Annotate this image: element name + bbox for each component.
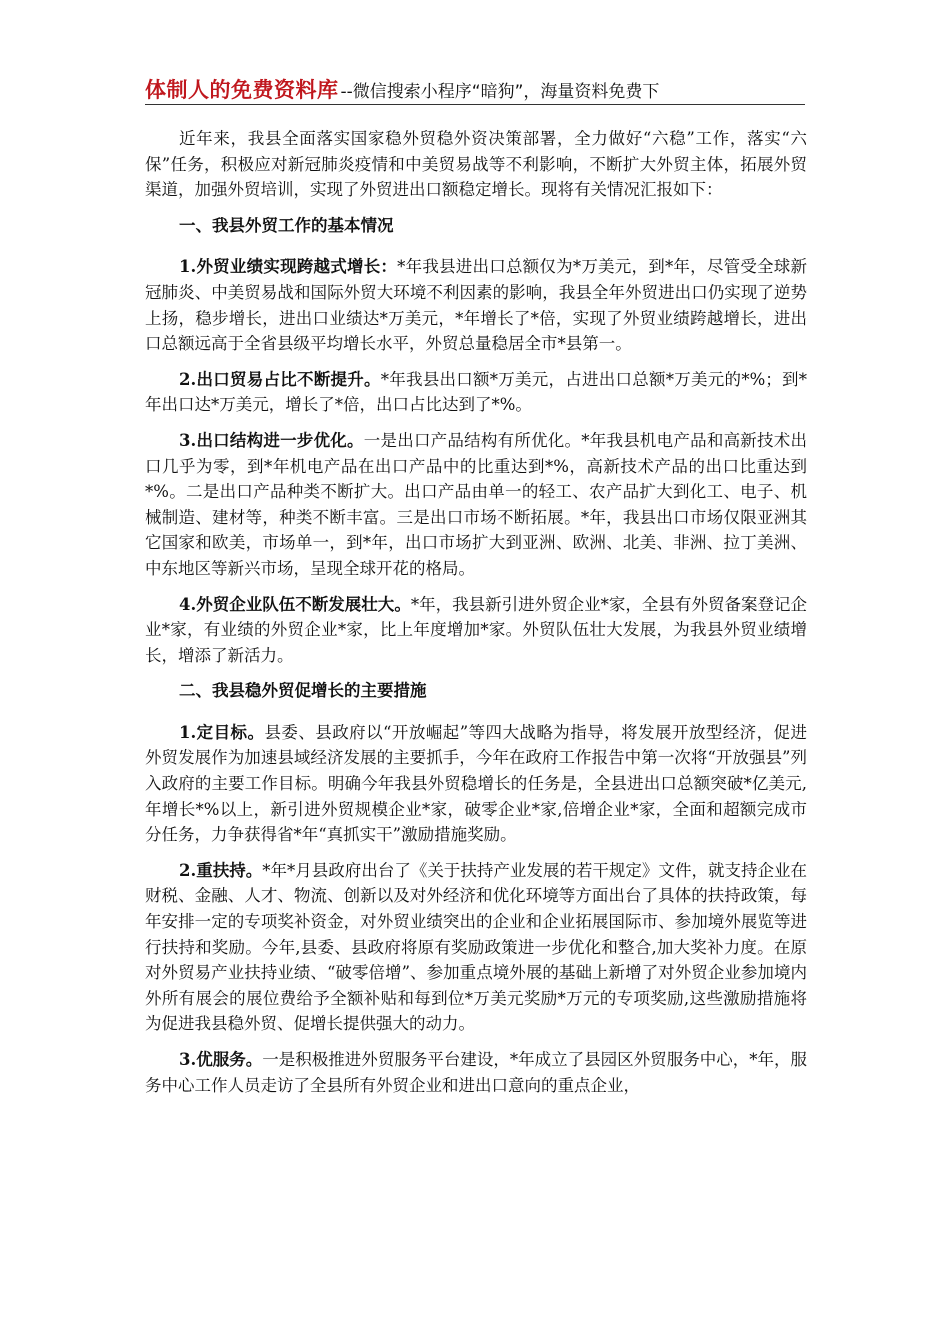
- header-brand: 体制人的免费资料库: [145, 78, 339, 102]
- section-2-item-3: [145, 1047, 807, 1098]
- header-tagline: --微信搜索小程序“暗狗”，海量资料免费下: [340, 82, 660, 102]
- section-2-item-1: [145, 720, 807, 848]
- page-header: [145, 74, 805, 105]
- item-lead: 2.重扶持。: [179, 860, 263, 880]
- item-text: *年我县进出口总额仅为*万美元，到*年，尽管受全球新冠肺炎、中美贸易战和国际外贸大环境不利因素的影响，我县全年外贸进出口仍实现了逆势上扬，稳步增长，进出口业绩达*万美元，*年增长了*倍，实现了外贸业绩跨越增长，进出口总额远高于全省县级平均增长水平，外贸总量稳居全市*县第一。: [145, 257, 807, 354]
- item-lead: 4.外贸企业队伍不断发展壮大。: [179, 594, 411, 614]
- item-lead: 1.外贸业绩实现跨越式增长：: [179, 257, 398, 277]
- item-text: *年*月县政府出台了《关于扶持产业发展的若干规定》文件，就支持企业在财税、金融、人才、物流、创新以及对外经济和优化环境等方面出台了具体的扶持政策，每年安排一定的专项奖补资金，对外贸业绩突出的企业和企业拓展国际市、参加境外展览等进行扶持和奖励。今年,县委、县政府将原有奖励政策进一步优化和整合,加大奖补力度。在原对外贸易产业扶持业绩、“破零倍增”、参加重点境外展的基础上新增了对外贸企业参加境内外所有展会的展位费给予全额补贴和每到位*万美元奖励*万元的专项奖励,这些激励措施将为促进我县稳外贸、促增长提供强大的动力。: [145, 860, 807, 1034]
- intro-paragraph: 近年来，我县全面落实国家稳外贸稳外资决策部署，全力做好“六稳”工作，落实“六保”任务，积极应对新冠肺炎疫情和中美贸易战等不利影响，不断扩大外贸主体，拓展外贸渠道，加强外贸培训，实现了外贸进出口额稳定增长。现将有关情况汇报如下：: [145, 129, 807, 200]
- section-2-item-2: [145, 858, 807, 1037]
- section-1-item-1: [145, 254, 807, 356]
- item-lead: 3.优服务。: [179, 1050, 263, 1069]
- section-1-heading: 一、我县外贸工作的基本情况: [179, 215, 394, 235]
- item-text: 一是积极推进外贸服务平台建设，*年成立了县园区外贸服务中心，*年，服务中心工作人员走访了全县所有外贸企业和进出口意向的重点企业，: [145, 1050, 807, 1095]
- item-text: 一是出口产品结构有所优化。*年我县机电产品和高新技术出口几乎为零，到*年机电产品在出口产品中的比重达到*%，高新技术产品的出口比重达到*%。二是出口产品种类不断扩大。出口产品由单一的轻工、农产品扩大到化工、电子、机械制造、建材等，种类不断丰富。三是出口市场不断拓展。*年，我县出口市场仅限亚洲其它国家和欧美，市场单一，到*年，出口市场扩大到亚洲、欧洲、北美、非洲、拉丁美洲、中东地区等新兴市场，呈现全球开花的格局。: [145, 430, 807, 578]
- item-lead: 1.定目标。: [179, 722, 265, 742]
- item-text: 县委、县政府以“开放崛起”等四大战略为指导，将发展开放型经济，促进外贸发展作为加速县域经济发展的主要抓手，今年在政府工作报告中第一次将“开放强县”列入政府的主要工作目标。明确今年我县外贸稳增长的任务是，全县进出口总额突破*亿美元,年增长*%以上，新引进外贸规模企业*家，破零企业*家,倍增企业*家，全面和超额完成市分任务，力争获得省*年“真抓实干”激励措施奖励。: [145, 722, 807, 845]
- item-text: *年我县出口额*万美元，占进出口总额*万美元的*%；到*年出口达*万美元，增长了*倍，出口占比达到了*%。: [145, 369, 807, 415]
- section-1-item-2: [145, 367, 807, 418]
- item-lead: 3.出口结构进一步优化。: [179, 430, 364, 450]
- item-text: *年，我县新引进外贸企业*家，全县有外贸备案登记企业*家，有业绩的外贸企业*家，比上年度增加*家。外贸队伍壮大发展，为我县外贸业绩增长，增添了新活力。: [145, 594, 807, 665]
- item-lead: 2.出口贸易占比不断提升。: [179, 369, 381, 389]
- document-body: [145, 126, 807, 1108]
- section-1-item-3: [145, 428, 807, 582]
- section-1-item-4: [145, 592, 807, 669]
- section-2-heading: 二、我县稳外贸促增长的主要措施: [179, 681, 427, 701]
